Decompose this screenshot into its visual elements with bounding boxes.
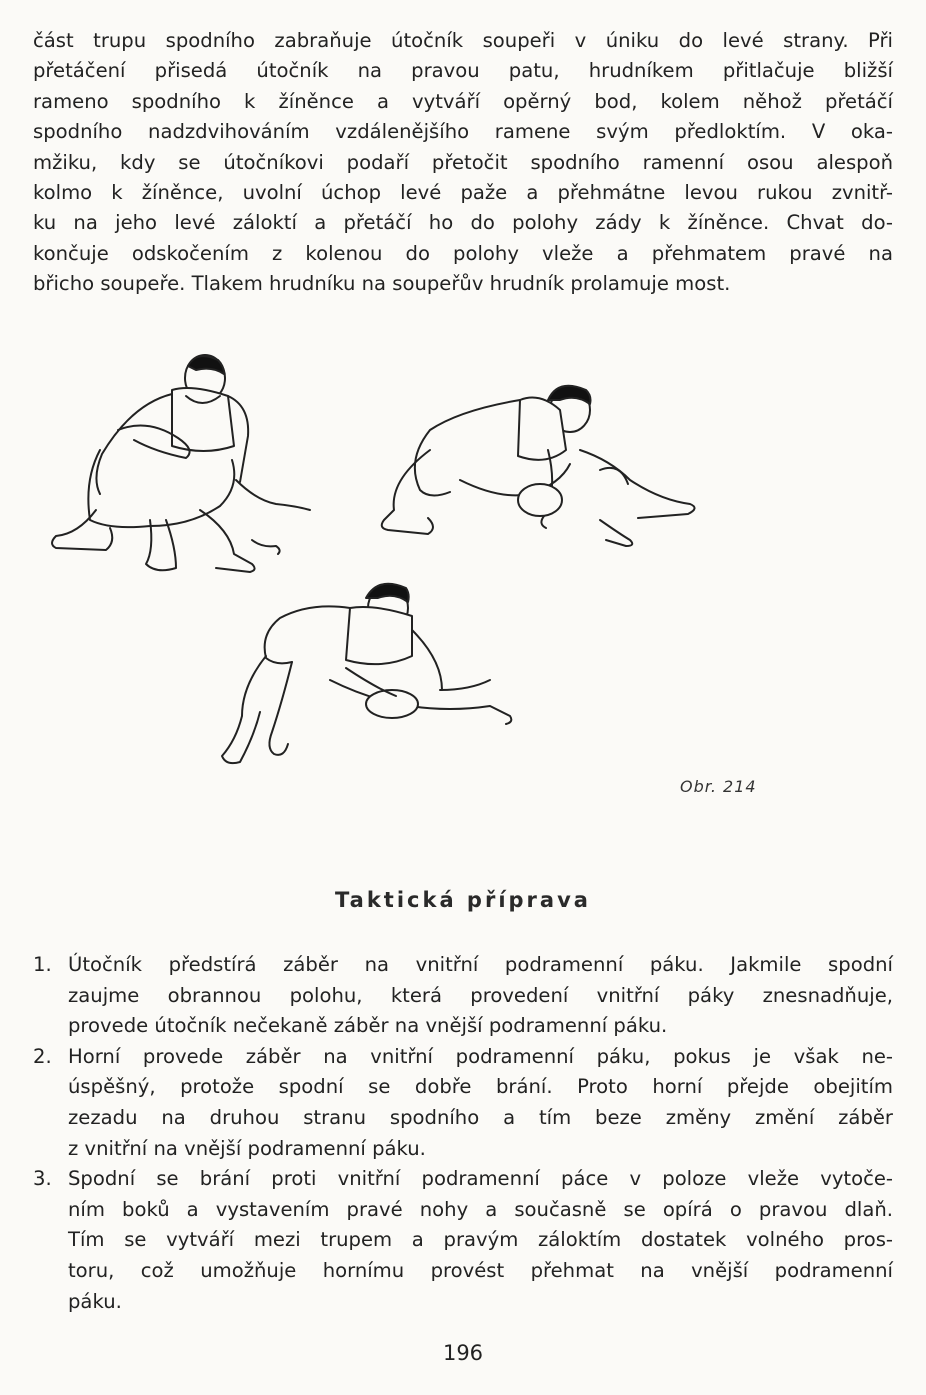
paragraph-line: spodního nadzdvihováním vzdálenějšího ramene svým předloktím. V oka-	[33, 120, 893, 144]
list-item	[33, 1164, 893, 1317]
wrestlers-drawing-2	[382, 386, 695, 546]
paragraph-line: ku na jeho levé záloktí a přetáčí ho do polohy zády k žíněnce. Chvat do-	[33, 211, 893, 235]
page-number: 196	[442, 1341, 484, 1365]
item-number: 2.	[33, 1044, 52, 1068]
item-line: Útočník předstírá záběr na vnitřní podramenní páku. Jakmile spodní	[68, 953, 893, 976]
item-line: Horní provede záběr na vnitřní podramenní páku, pokus je však ne-	[68, 1044, 893, 1068]
figure-caption: Obr. 214	[680, 777, 757, 796]
paragraph-line: končuje odskočením z kolenou do polohy vleže a přehmatem pravé na	[33, 241, 893, 265]
paragraph-line: kolmo k žíněnce, uvolní úchop levé paže a přehmátne levou rukou zvnitř-	[33, 181, 893, 205]
paragraph-line: mžiku, kdy se útočníkovi podaří přetočit spodního ramenní osou alespoň	[33, 150, 893, 174]
section-heading: Taktická příprava	[335, 888, 591, 912]
paragraph-line: část trupu spodního zabraňuje útočník soupeři v úniku do levé strany. Při	[33, 29, 893, 52]
item-line: provede útočník nečekaně záběr na vnější podramenní páku.	[68, 1014, 668, 1038]
item-line: zezadu na druhou stranu spodního a tím beze změny změní záběr	[68, 1105, 893, 1129]
paragraph-line: rameno spodního k žíněnce a vytváří opěrný bod, kolem něhož přetáčí	[33, 89, 893, 113]
list-item	[33, 1042, 893, 1164]
item-line: zaujme obrannou polohu, která provedení vnitřní páky znesnadňuje,	[68, 983, 893, 1007]
item-line: Spodní se brání proti vnitřní podramenní páce v poloze vleže vytoče-	[68, 1167, 893, 1191]
tactics-list	[33, 950, 893, 1317]
wrestling-illustration	[0, 330, 926, 830]
paragraph-line: břicho soupeře. Tlakem hrudníku na soupeřův hrudník prolamuje most.	[33, 272, 731, 296]
item-line: páku.	[68, 1289, 122, 1313]
wrestlers-drawing-1	[52, 355, 310, 572]
item-number: 3.	[33, 1167, 52, 1191]
list-item	[33, 950, 893, 1042]
item-line: Tím se vytváří mezi trupem a pravým záloktím dostatek volného pros-	[68, 1228, 893, 1252]
wrestlers-drawing-3	[222, 584, 511, 763]
item-line: úspěšný, protože spodní se dobře brání. Proto horní přejde obejitím	[68, 1075, 893, 1099]
body-paragraph	[33, 26, 893, 300]
item-line: toru, což umožňuje hornímu provést přehmat na vnější podramenní	[68, 1258, 893, 1282]
item-number: 1.	[33, 953, 52, 976]
item-line: ním boků a vystavením pravé nohy a současně se opírá o pravou dlaň.	[68, 1197, 893, 1221]
item-line: z vnitřní na vnější podramenní páku.	[68, 1136, 426, 1160]
paragraph-line: přetáčení přisedá útočník na pravou patu, hrudníkem přitlačuje bližší	[33, 59, 893, 83]
